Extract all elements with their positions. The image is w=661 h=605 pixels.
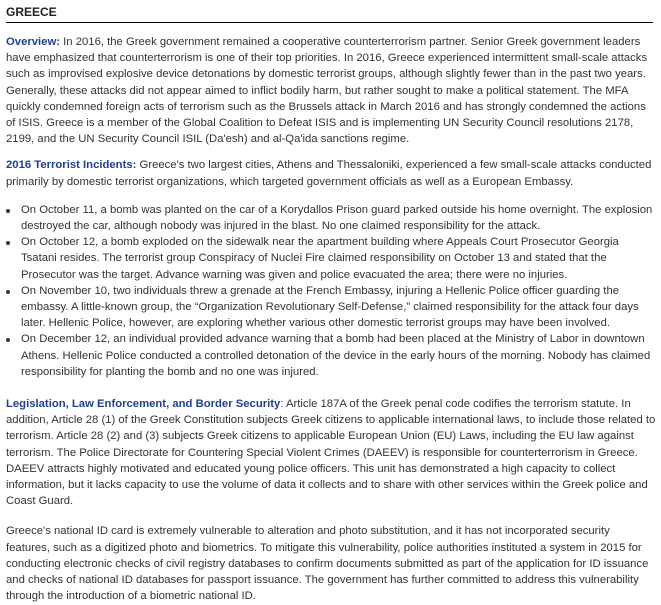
bullet-icon bbox=[6, 338, 10, 342]
incidents-text: Greece's two largest cities, Athens and Thessaloniki, experienced a few small-scale attacks conducted primarily by domestic terrorist organizations, which targeted government officials as well as a European Embassy. bbox=[6, 159, 652, 188]
list-item bbox=[6, 283, 657, 332]
country-title: GREECE bbox=[6, 5, 57, 19]
legislation-paragraph bbox=[6, 396, 656, 509]
list-item bbox=[6, 202, 657, 234]
legislation-text: Article 187A of the Greek penal code codifies the terrorism statute. In addition, Article 28 (1) of the Greek Constitution subjects Greek citizens to applicable international laws, to include those related to terrorism. Article 28 (2) and (3) subjects Greek citizens to applicable European Union (EU) Laws, including the EU law against terrorism. The Police Directorate for Countering Special Violent Crimes (DAEEV) is responsible for counterterrorism in Greece. DAEEV attracts highly motivated and educated young police officers. This unit has demonstrated a high capacity to collect information, but it lacks capacity to use the volume of data it collects and to share with other services within the Greek police and Coast Guard. bbox=[6, 398, 656, 508]
bullet-icon bbox=[6, 209, 10, 213]
list-item-text: On November 10, two individuals threw a grenade at the French Embassy, injuring a Hellenic Police officer guarding the embassy. A little-known group, the “Organization Revolutionary Self-Defense,” claimed responsibility for the attack four days later. Hellenic Police, however, are exploring whether various other domestic terrorist groups may have been involved. bbox=[21, 284, 639, 330]
overview-text: In 2016, the Greek government remained a cooperative counterterrorism partner. Senior Greek government leaders have emphasized that counterterrorism is one of their top priorities. In 2016, Greece experienced intermittent small-scale attacks such as improvised explosive device detonations by domestic terrorist groups, although slightly fewer than in the past two years. Generally, these attacks did not appear aimed to inflict bodily harm, but rather sought to make a political statement. The MFA quickly condemned foreign acts of terrorism such as the Brussels attack in March 2016 and has strongly condemned the actions of ISIS. Greece is a member of the Global Coalition to Defeat ISIS and is implementing UN Security Council resolutions 2178, 2199, and the UN Security Council ISIL (Da'esh) and al-Qa'ida sanctions regime. bbox=[6, 36, 648, 146]
bullet-icon bbox=[6, 290, 10, 294]
section-header bbox=[6, 0, 653, 23]
list-item-text: On October 11, a bomb was planted on the car of a Korydallos Prison guard parked outside his home overnight. The explosion destroyed the car, although nobody was injured in the blast. No one claimed responsibility for the attack. bbox=[21, 203, 653, 233]
id-card-paragraph bbox=[6, 523, 656, 604]
bullet-icon bbox=[6, 241, 10, 245]
legislation-colon: : bbox=[280, 398, 284, 411]
overview-label: Overview: bbox=[6, 36, 61, 48]
incidents-paragraph bbox=[6, 157, 656, 189]
legislation-label: Legislation, Law Enforcement, and Border Security bbox=[6, 398, 281, 411]
list-item bbox=[6, 234, 657, 283]
list-item bbox=[6, 331, 657, 380]
incidents-list bbox=[6, 202, 661, 380]
list-item-text: On December 12, an individual provided advance warning that a bomb had been placed at the Ministry of Labor in downtown Athens. Hellenic Police conducted a controlled detonation of the device in the early hours of the morning. Nobody has claimed responsibility for planting the bomb and no one was injured. bbox=[21, 333, 651, 378]
overview-paragraph bbox=[6, 34, 656, 147]
list-item-text: On October 12, a bomb exploded on the sidewalk near the apartment building where Appeals Court Prosecutor Georgia Tsatani resides. The terrorist group Conspiracy of Nuclei Fire claimed responsibility on October 13 and stated that the Prosecutor was the target. Advance warning was given and police evacuated the area; there were no injuries. bbox=[21, 236, 619, 281]
incidents-label: 2016 Terrorist Incidents: bbox=[6, 159, 137, 172]
id-card-text: Greece's national ID card is extremely vulnerable to alteration and photo substitution, and it has not incorporated security features, such as a digitized photo and biometrics. To mitigate this vulnerability, police authorities instituted a system in 2015 for conducting electronic checks of civil registry databases to confirm documents submitted as part of the application for ID issuance and checks of national ID databases for passport issuance. The government has further committed to address this vulnerability through the introduction of a biometric national ID. bbox=[6, 525, 649, 603]
